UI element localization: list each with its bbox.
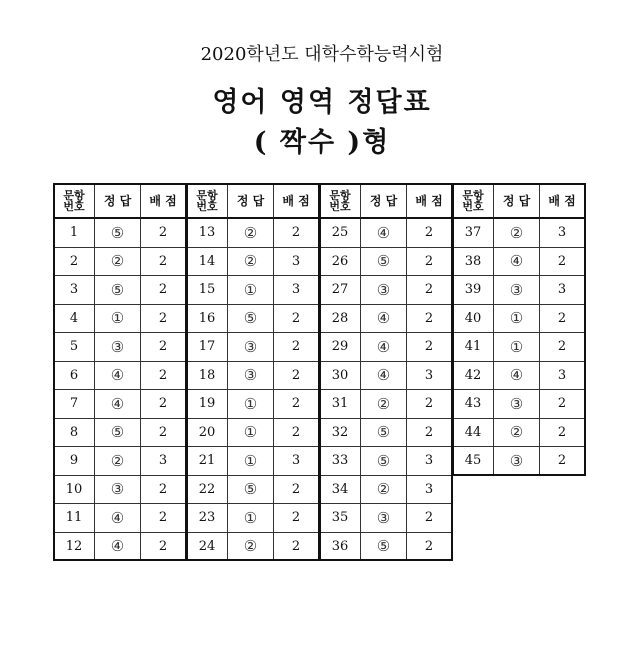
answer-value: ⑤ [361,533,407,562]
header-score: 배 점 [141,184,187,219]
question-number: 20 [187,419,228,448]
answer-value: ④ [361,219,407,248]
question-number: 23 [187,504,228,533]
answer-value: ③ [228,333,274,362]
score-value: 2 [540,447,586,476]
score-value: 2 [141,362,187,391]
question-number: 45 [453,447,494,476]
question-number: 16 [187,305,228,334]
answer-value: ⑤ [228,305,274,334]
question-number: 1 [54,219,95,248]
score-value: 2 [141,219,187,248]
question-number: 30 [320,362,361,391]
score-value: 2 [274,504,320,533]
question-number: 11 [54,504,95,533]
score-value: 2 [540,390,586,419]
exam-title: 2020학년도 대학수학능력시험 [200,44,444,65]
subject-title: 영어 영역 정답표 [212,87,432,118]
score-value: 2 [407,219,453,248]
question-number: 14 [187,248,228,277]
header-question-number: 문항 번호 [453,184,494,219]
question-number: 19 [187,390,228,419]
score-value: 2 [141,390,187,419]
answer-value: ⑤ [95,419,141,448]
header-score: 배 점 [274,184,320,219]
question-number: 8 [54,419,95,448]
answer-value: ① [494,305,540,334]
score-value: 3 [141,447,187,476]
score-value: 2 [540,305,586,334]
question-number: 5 [54,333,95,362]
question-number: 40 [453,305,494,334]
answer-value: ③ [494,390,540,419]
score-value: 2 [274,219,320,248]
score-value: 2 [141,276,187,305]
score-value: 2 [274,333,320,362]
question-number: 35 [320,504,361,533]
answer-value: ⑤ [361,419,407,448]
answer-value: ⑤ [95,276,141,305]
score-value: 2 [407,333,453,362]
answer-value: ② [494,419,540,448]
score-value: 2 [141,476,187,505]
answer-value: ② [228,533,274,562]
question-number: 3 [54,276,95,305]
question-number: 38 [453,248,494,277]
question-number: 29 [320,333,361,362]
question-number: 17 [187,333,228,362]
question-number: 9 [54,447,95,476]
question-number: 28 [320,305,361,334]
question-number: 22 [187,476,228,505]
answer-value: ③ [361,276,407,305]
question-number: 44 [453,419,494,448]
answer-value: ③ [494,276,540,305]
answer-value: ⑤ [361,248,407,277]
answer-value: ② [95,248,141,277]
answer-value: ③ [228,362,274,391]
answer-value: ① [228,504,274,533]
score-value: 3 [274,248,320,277]
answer-value: ③ [95,476,141,505]
answer-value: ④ [95,362,141,391]
question-number: 18 [187,362,228,391]
score-value: 2 [407,419,453,448]
question-number: 4 [54,305,95,334]
header-score: 배 점 [407,184,453,219]
answer-value: ⑤ [361,447,407,476]
score-value: 2 [274,362,320,391]
question-number: 21 [187,447,228,476]
answer-value: ④ [494,248,540,277]
question-number: 33 [320,447,361,476]
question-number: 25 [320,219,361,248]
answer-value: ② [228,248,274,277]
question-number: 13 [187,219,228,248]
question-number: 24 [187,533,228,562]
score-value: 2 [274,390,320,419]
score-value: 3 [540,276,586,305]
header-answer: 정 답 [95,184,141,219]
score-value: 3 [274,276,320,305]
score-value: 2 [407,504,453,533]
header-answer: 정 답 [361,184,407,219]
answer-value: ① [95,305,141,334]
answer-value: ④ [361,362,407,391]
score-value: 2 [407,248,453,277]
answer-value: ④ [361,305,407,334]
score-value: 3 [540,219,586,248]
score-value: 2 [141,305,187,334]
answer-value: ⑤ [95,219,141,248]
score-value: 3 [540,362,586,391]
question-number: 26 [320,248,361,277]
score-value: 2 [407,276,453,305]
answer-value: ① [228,390,274,419]
score-value: 3 [407,447,453,476]
question-number: 10 [54,476,95,505]
answer-value: ③ [95,333,141,362]
answer-value: ② [95,447,141,476]
header-question-number: 문항 번호 [54,184,95,219]
question-number: 2 [54,248,95,277]
question-number: 34 [320,476,361,505]
header-answer: 정 답 [494,184,540,219]
answer-value: ① [228,419,274,448]
score-value: 2 [407,533,453,562]
score-value: 2 [141,504,187,533]
question-number: 31 [320,390,361,419]
question-number: 36 [320,533,361,562]
question-number: 7 [54,390,95,419]
header-answer: 정 답 [228,184,274,219]
score-value: 2 [141,333,187,362]
score-value: 3 [274,447,320,476]
score-value: 2 [274,533,320,562]
answer-value: ② [494,219,540,248]
answer-value: ② [361,390,407,419]
score-value: 2 [141,248,187,277]
answer-value: ④ [95,533,141,562]
question-number: 43 [453,390,494,419]
form-type-title: ( 짝수 )형 [253,127,391,158]
score-value: 2 [407,390,453,419]
answer-value: ④ [95,504,141,533]
question-number: 6 [54,362,95,391]
question-number: 27 [320,276,361,305]
question-number: 37 [453,219,494,248]
score-value: 2 [540,333,586,362]
score-value: 2 [141,533,187,562]
answer-value: ④ [494,362,540,391]
question-number: 41 [453,333,494,362]
score-value: 2 [274,305,320,334]
header-question-number: 문항 번호 [320,184,361,219]
header-score: 배 점 [540,184,586,219]
answer-value: ② [228,219,274,248]
question-number: 42 [453,362,494,391]
answer-value: ① [228,276,274,305]
question-number: 32 [320,419,361,448]
question-number: 12 [54,533,95,562]
answer-value: ⑤ [228,476,274,505]
score-value: 2 [274,476,320,505]
question-number: 15 [187,276,228,305]
answer-value: ① [494,333,540,362]
score-value: 2 [407,305,453,334]
question-number: 39 [453,276,494,305]
answer-value: ① [228,447,274,476]
score-value: 3 [407,476,453,505]
answer-value: ④ [361,333,407,362]
answer-value: ③ [494,447,540,476]
score-value: 2 [274,419,320,448]
answer-value: ④ [95,390,141,419]
answer-value: ③ [361,504,407,533]
score-value: 2 [540,248,586,277]
score-value: 2 [540,419,586,448]
answer-value: ② [361,476,407,505]
header-question-number: 문항 번호 [187,184,228,219]
score-value: 2 [141,419,187,448]
score-value: 3 [407,362,453,391]
